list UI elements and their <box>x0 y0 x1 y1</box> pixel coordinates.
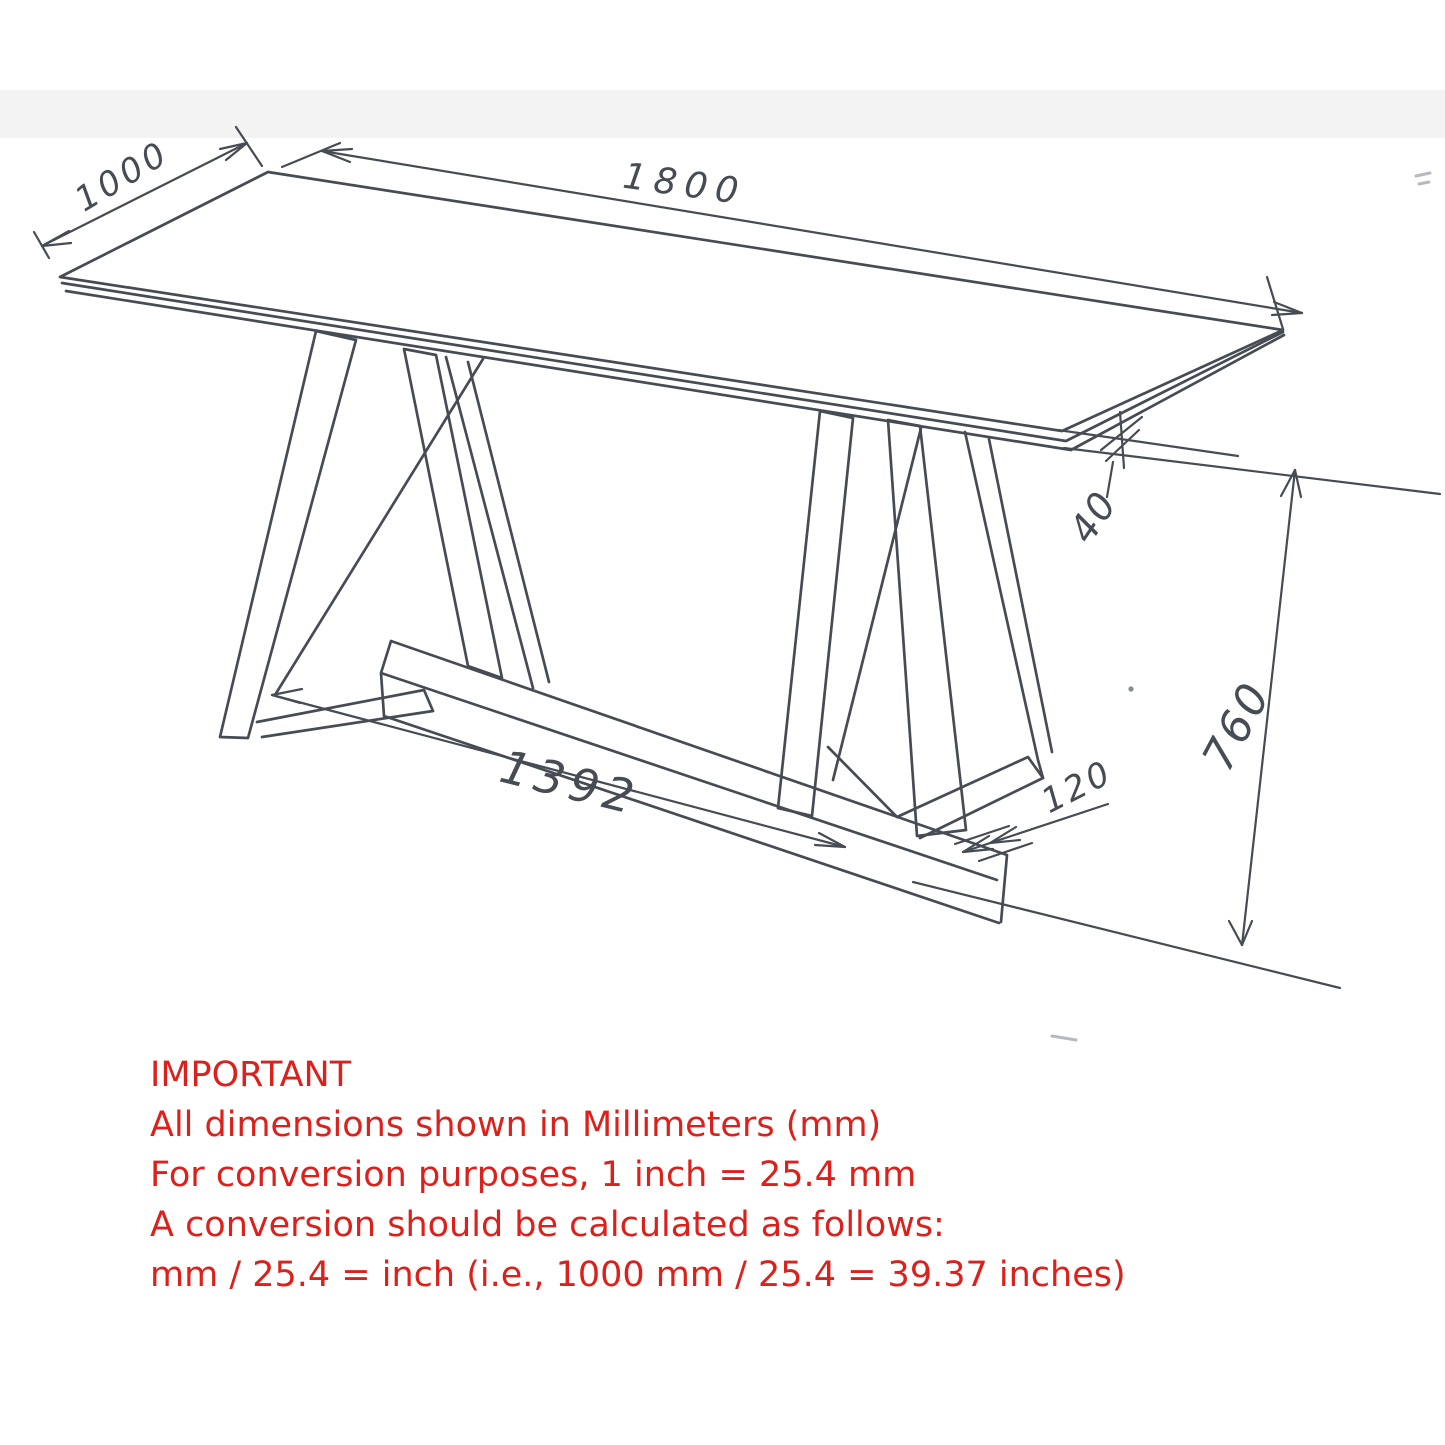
tabletop <box>60 172 1284 450</box>
dim-label-top-length: 1800 <box>620 155 749 214</box>
notice-line-2: For conversion purposes, 1 inch = 25.4 mm <box>150 1155 917 1195</box>
dimension-top-thickness <box>1058 412 1440 551</box>
notice-line-4: mm / 25.4 = inch (i.e., 1000 mm / 25.4 = 39.37 inches) <box>150 1255 1126 1295</box>
dimension-table-height <box>913 470 1340 988</box>
right-leg-back-member-lines <box>965 432 1052 778</box>
dim-label-leg-width: 120 <box>1035 752 1120 822</box>
dim-label-base-length: 1392 <box>494 739 645 826</box>
dim-label-top-thickness: 40 <box>1060 482 1127 551</box>
right-leg-bottom-member <box>828 747 1043 838</box>
notice-line-3: A conversion should be calculated as follows: <box>150 1205 945 1245</box>
scan-smudge-top-right <box>1416 173 1430 184</box>
right-leg-front-right-member <box>888 420 966 836</box>
dim-760-floor-extension-line <box>913 882 1340 988</box>
dim-label-table-height: 760 <box>1192 673 1282 780</box>
right-leg-front-left-member <box>778 411 853 816</box>
scan-dot <box>1128 686 1133 691</box>
dim-label-top-width: 1000 <box>68 133 177 221</box>
notice-line-1: All dimensions shown in Millimeters (mm) <box>150 1105 882 1145</box>
left-trestle-leg <box>220 331 549 738</box>
left-leg-front-left-member <box>220 331 356 738</box>
dim-120-line <box>963 804 1108 852</box>
notice-title: IMPORTANT <box>150 1055 352 1095</box>
scan-smudge-bottom <box>1052 1036 1076 1040</box>
tabletop-top-surface <box>60 172 1283 431</box>
conversion-notice <box>150 1050 1126 1300</box>
right-trestle-leg <box>778 411 1052 838</box>
